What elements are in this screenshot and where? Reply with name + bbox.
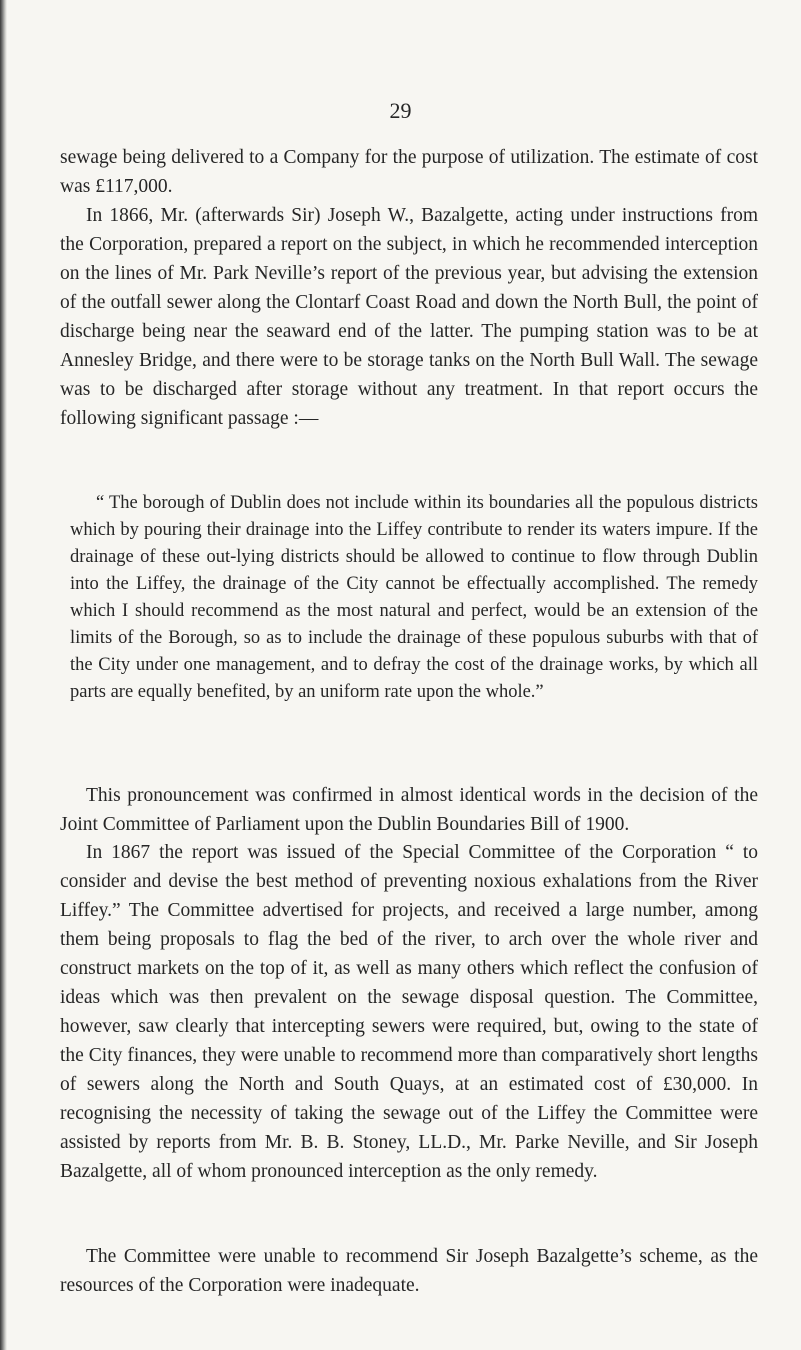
- quoted-passage: “ The borough of Dublin does not include within its boundaries all the populous districts which by pouring their drainage into the Liffey contribute to render its waters impure. If the drainage of these out-lying districts should be allowed to continue to flow through Dublin into the Liffey, the drainage of the City cannot be effectually accomplished. The remedy which I should recommend as the most natural and perfect, would be an extension of the limits of the Borough, so as to include the drainage of these populous suburbs with that of the City under one management, and to defray the cost of the drainage works, by which all parts are equally benefited, by an uniform rate upon the whole.”: [70, 493, 758, 702]
- paragraph-utilization-estimate: sewage being delivered to a Company for the purpose of utilization. The estimate of cost was £117,000.: [60, 147, 758, 197]
- paragraph-joint-committee: This pronouncement was confirmed in almost identical words in the decision of the Joint Committee of Parliament upon the Dublin Boundaries Bill of 1900.: [60, 785, 758, 835]
- page-number: 29: [389, 98, 412, 123]
- paragraph-special-committee-1867: In 1867 the report was issued of the Special Committee of the Corporation “ to consider and devise the best method of preventing noxious exhalations from the River Liffey.” The Committee advertised for projects, and received a large number, among them being proposals to flag the bed of the river, to arch over the whole river and construct markets on the top of it, as well as many others which reflect the confusion of ideas which was then prevalent on the sewage disposal question. The Committee, however, saw clearly that intercepting sewers were required, but, owing to the state of the City finances, they were unable to recommend more than comparatively short lengths of sewers along the North and South Quays, at an estimated cost of £30,000. In recognising the necessity of taking the sewage out of the Liffey the Committee were assisted by reports from Mr. B. B. Stoney, LL.D., Mr. Parke Neville, and Sir Joseph Bazalgette, all of whom pronounced interception as the only remedy.: [60, 842, 758, 1182]
- paragraph-scheme-inadequate: The Committee were unable to recommend Sir Joseph Bazalgette’s scheme, as the resources of the Corporation were inadequate.: [60, 1246, 758, 1296]
- page-edge-shadow: [0, 0, 7, 1350]
- paragraph-bazalgette-report-1866: In 1866, Mr. (afterwards Sir) Joseph W., Bazalgette, acting under instructions from the Corporation, prepared a report on the subject, in which he recommended interception on the lines of Mr. Park Neville’s report of the previous year, but advising the extension of the outfall sewer along the Clontarf Coast Road and down the North Bull, the point of discharge being near the seaward end of the latter. The pumping station was to be at Annesley Bridge, and there were to be storage tanks on the North Bull Wall. The sewage was to be discharged after storage without any treatment. In that report occurs the following significant passage :—: [60, 205, 758, 429]
